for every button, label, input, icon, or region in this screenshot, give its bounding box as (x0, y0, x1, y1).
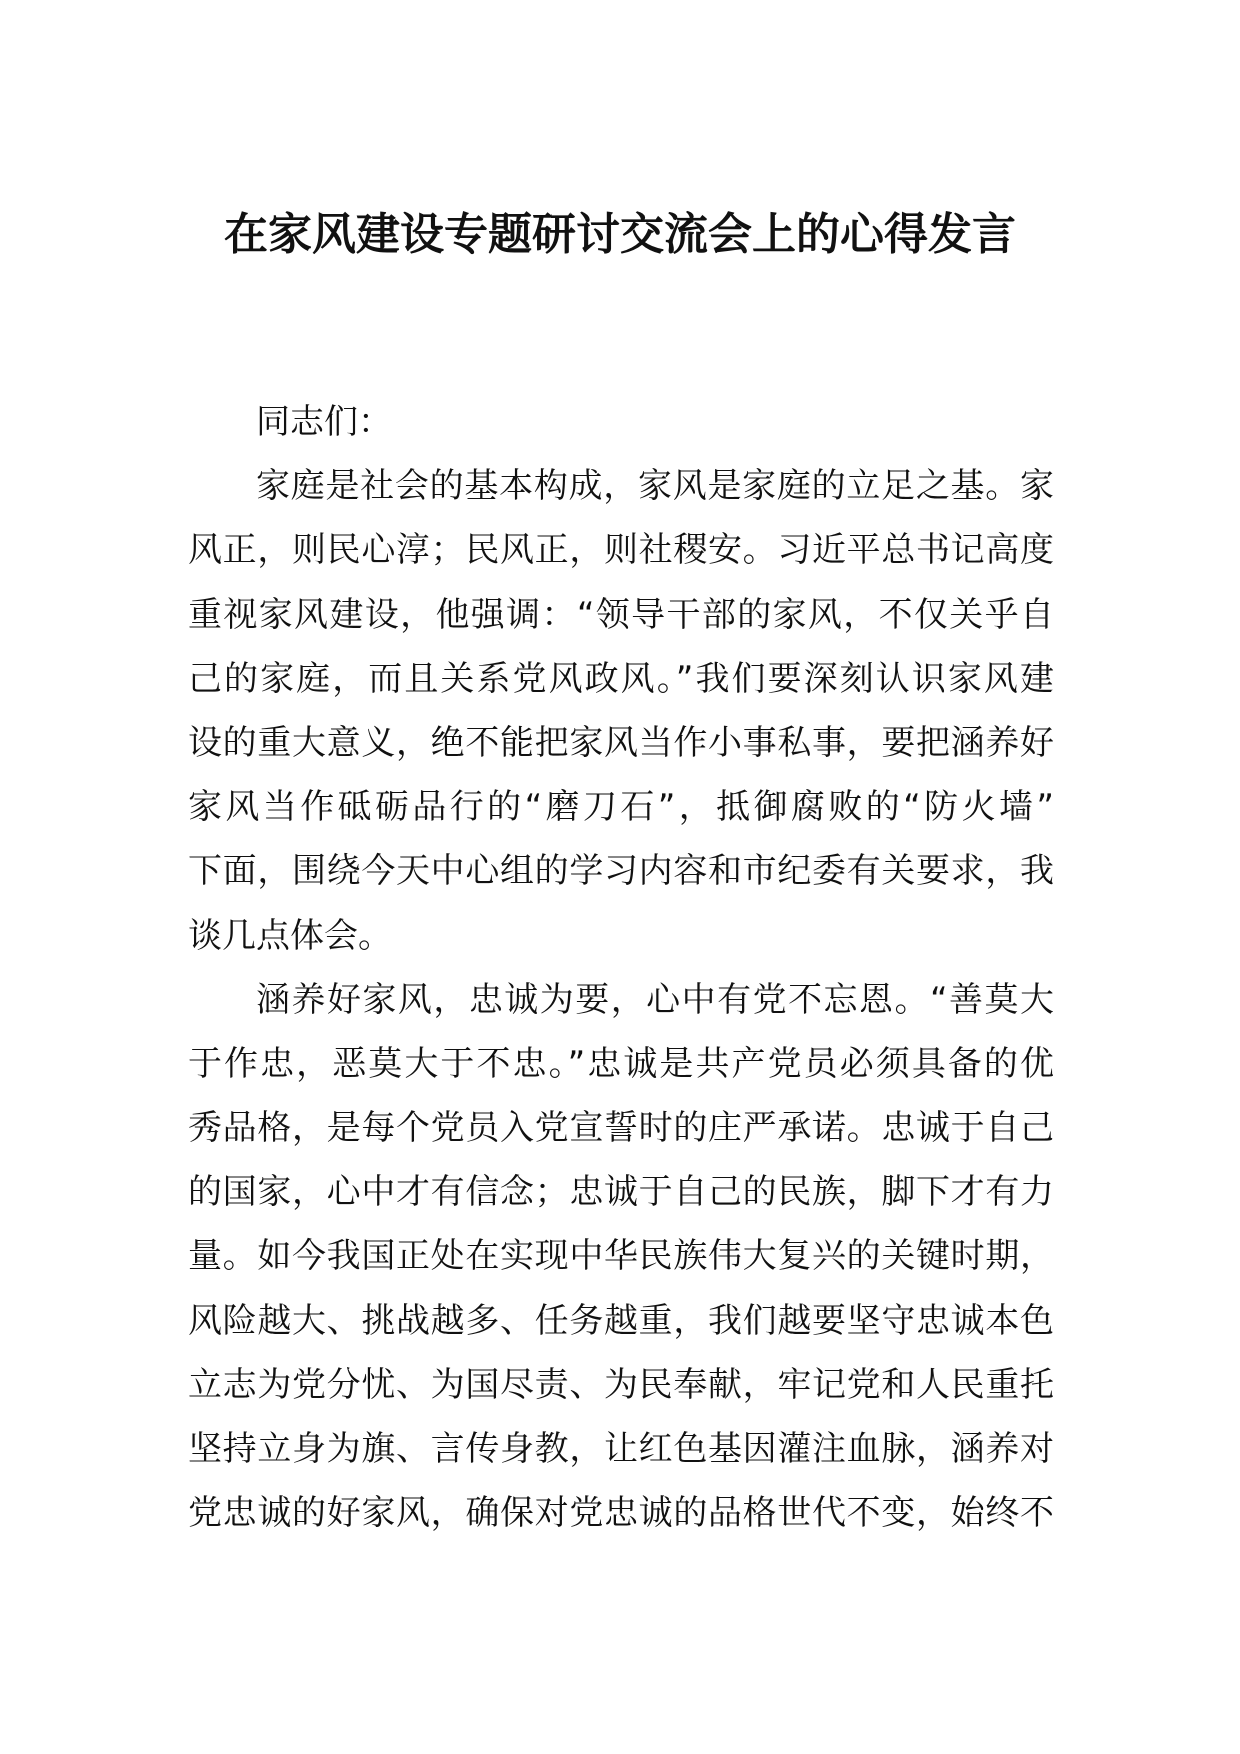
paragraph-2-line: 量。如今我国正处在实现中华民族伟大复兴的关键时期， (188, 1236, 1054, 1277)
paragraph-2-line: 风险越大、挑战越多、任务越重，我们越要坚守忠诚本色 (188, 1300, 1054, 1341)
paragraph-1-line: 重视家风建设，他强调：“领导干部的家风，不仅关乎自 (188, 594, 1054, 635)
paragraph-2-line: 于作忠，恶莫大于不忠。”忠诚是共产党员必须具备的优 (188, 1043, 1054, 1084)
paragraph-2-line: 的国家，心中才有信念；忠诚于自己的民族，脚下才有力 (188, 1172, 1054, 1213)
paragraph-2-line: 涵养好家风，忠诚为要，心中有党不忘恩。“善莫大 (256, 979, 1054, 1020)
paragraph-1-line: 下面，围绕今天中心组的学习内容和市纪委有关要求，我 (188, 851, 1054, 892)
paragraph-1-line: 家风当作砥砺品行的“磨刀石”，抵御腐败的“防火墙” (188, 787, 1054, 828)
paragraph-1-line: 家庭是社会的基本构成，家风是家庭的立足之基。家 (256, 466, 1054, 507)
paragraph-1-line: 设的重大意义，绝不能把家风当作小事私事，要把涵养好 (188, 722, 1054, 763)
paragraph-1-line: 己的家庭，而且关系党风政风。”我们要深刻认识家风建 (188, 658, 1054, 699)
paragraph-1-line: 风正，则民心淳；民风正，则社稷安。习近平总书记高度 (188, 530, 1054, 571)
document-body (188, 390, 1054, 1545)
salutation: 同志们： (256, 402, 392, 442)
paragraph-2-line: 党忠诚的好家风，确保对党忠诚的品格世代不变，始终不 (188, 1493, 1054, 1534)
paragraph-2-line: 坚持立身为旗、言传身教，让红色基因灌注血脉，涵养对 (188, 1429, 1054, 1469)
paragraph-1-line: 谈几点体会。 (188, 915, 392, 956)
paragraph-2-line: 秀品格，是每个党员入党宣誓时的庄严承诺。忠诚于自己 (188, 1108, 1054, 1149)
paragraph-2-line: 立志为党分忧、为国尽责、为民奉献，牢记党和人民重托 (188, 1364, 1054, 1405)
document-title: 在家风建设专题研讨交流会上的心得发言 (224, 209, 1016, 260)
